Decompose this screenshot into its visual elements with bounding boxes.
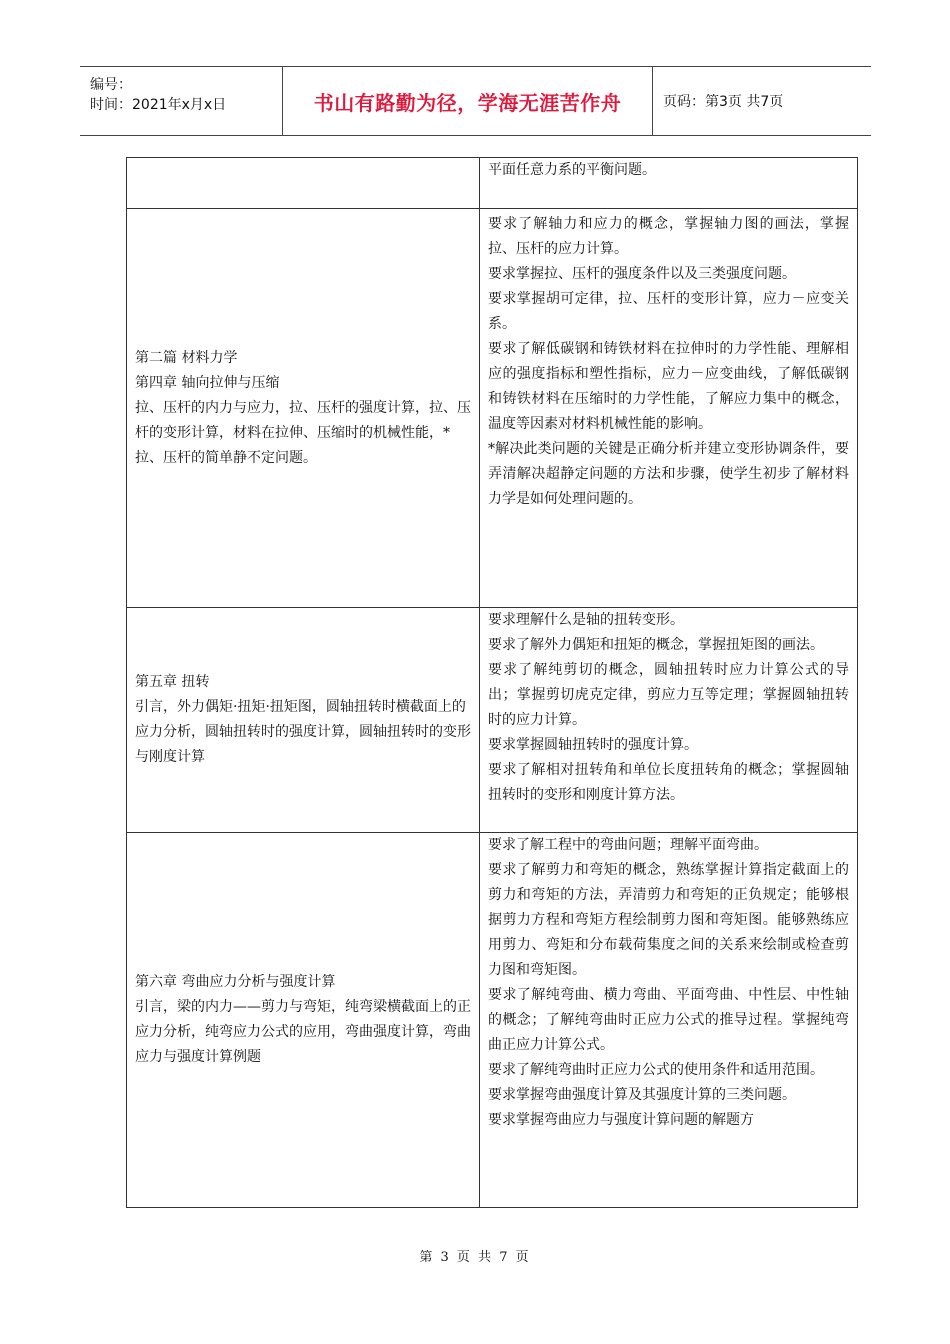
row-topic-cell <box>127 158 480 209</box>
table-row <box>127 833 858 1208</box>
row-topic-cell <box>127 608 480 833</box>
row-requirement-cell <box>480 608 858 833</box>
requirement-text: 要求理解什么是轴的扭转变形。 <box>488 612 684 628</box>
requirement-text: 要求了解纯剪切的概念，圆轴扭转时应力计算公式的导出；掌握剪切虎克定律，剪应力互等定理；掌握圆轴扭转时的应力计算。 <box>488 662 849 728</box>
chapter-contents: 引言，梁的内力——剪力与弯矩，纯弯梁横截面上的正应力分析，纯弯应力公式的应用，弯曲强度计算，弯曲应力与强度计算例题 <box>135 999 471 1065</box>
table-row <box>127 608 858 833</box>
requirement-text: 要求了解纯弯曲时正应力公式的使用条件和适用范围。 <box>488 1062 824 1078</box>
row-topic-cell <box>127 833 480 1208</box>
table-row <box>127 209 858 608</box>
row-requirement-cell <box>480 158 858 209</box>
chapter-title: 第四章 轴向拉伸与压缩 <box>135 374 280 391</box>
header-motto: 书山有路勤为径，学海无涯苦作舟 <box>283 67 653 135</box>
requirement-text: 要求了解轴力和应力的概念，掌握轴力图的画法，掌握拉、压杆的应力计算。 <box>488 216 849 257</box>
requirement-text: *解决此类问题的关键是正确分析并建立变形协调条件，要弄清解决超静定问题的方法和步骤，使学生初步了解材料力学是如何处理问题的。 <box>488 441 849 507</box>
requirement-text: 要求了解低碳钢和铸铁材料在拉伸时的力学性能、理解相应的强度指标和塑性指标，应力－应变曲线，了解低碳钢和铸铁材料在压缩时的力学性能，了解应力集中的概念，温度等因素对材料机械性能的影响。 <box>488 341 849 432</box>
row-topic-cell <box>127 209 480 608</box>
document-number-label: 编号： <box>90 77 132 93</box>
document-date-label: 时间：2021年x月x日 <box>90 97 227 113</box>
table-row <box>127 158 858 209</box>
requirement-text: 要求了解相对扭转角和单位长度扭转角的概念；掌握圆轴扭转时的变形和刚度计算方法。 <box>488 762 849 803</box>
requirement-text: 要求了解外力偶矩和扭矩的概念，掌握扭矩图的画法。 <box>488 637 824 653</box>
chapter-title: 第五章 扭转 <box>135 674 210 690</box>
chapter-contents: 拉、压杆的内力与应力，拉、压杆的强度计算，拉、压杆的变形计算，材料在拉伸、压缩时的机械性能，*拉、压杆的简单静不定问题。 <box>135 399 471 466</box>
header-meta <box>80 67 283 135</box>
syllabus-table <box>126 157 858 1208</box>
requirement-text: 要求了解纯弯曲、横力弯曲、平面弯曲、中性层、中性轴的概念；了解纯弯曲时正应力公式的推导过程。掌握纯弯曲正应力计算公式。 <box>488 987 849 1053</box>
requirement-text: 要求掌握拉、压杆的强度条件以及三类强度问题。 <box>488 266 796 282</box>
page-header <box>80 66 871 136</box>
chapter-title: 第六章 弯曲应力分析与强度计算 <box>135 974 336 990</box>
requirement-text: 要求掌握弯曲强度计算及其强度计算的三类问题。 <box>488 1087 796 1103</box>
requirement-text: 要求掌握胡可定律，拉、压杆的变形计算，应力－应变关系。 <box>488 291 849 332</box>
requirement-text: 要求了解工程中的弯曲问题；理解平面弯曲。 <box>488 837 768 853</box>
row-requirement-cell <box>480 833 858 1208</box>
page-footer: 第 3 页 共 7 页 <box>419 1250 531 1265</box>
row-requirement-cell <box>480 209 858 608</box>
requirement-text: 平面任意力系的平衡问题。 <box>488 162 656 178</box>
requirement-text: 要求掌握圆轴扭转时的强度计算。 <box>488 737 698 753</box>
requirement-text: 要求了解剪力和弯矩的概念，熟练掌握计算指定截面上的剪力和弯矩的方法，弄清剪力和弯矩的正负规定；能够根据剪力方程和弯矩方程绘制剪力图和弯矩图。能够熟练应用剪力、弯矩和分布载荷集度之间的关系来绘制或检查剪力图和弯矩图。 <box>488 862 849 978</box>
part-title: 第二篇 材料力学 <box>135 349 238 366</box>
requirement-text: 要求掌握弯曲应力与强度计算问题的解题方 <box>488 1112 754 1128</box>
header-page-info: 页码：第3页 共7页 <box>663 94 784 110</box>
chapter-contents: 引言，外力偶矩·扭矩·扭矩图，圆轴扭转时横截面上的应力分析，圆轴扭转时的强度计算，圆轴扭转时的变形与刚度计算 <box>135 699 471 765</box>
